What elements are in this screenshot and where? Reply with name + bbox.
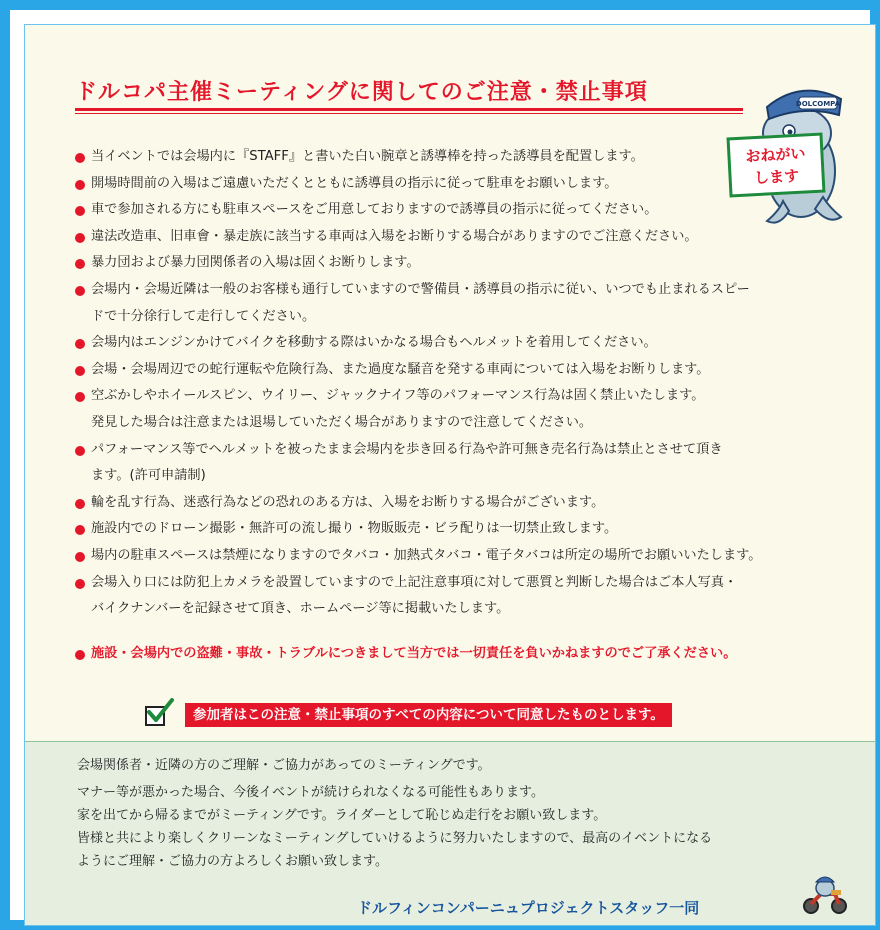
rule-text: 施設内でのドローン撮影・無許可の流し撮り・物販販売・ビラ配りは一切禁止致します。 [91, 521, 618, 537]
rule-text: 場内の駐車スペースは禁煙になりますのでタバコ・加熱式タバコ・電子タバコは所定の場所でお願いいたします。 [91, 547, 762, 563]
signature: ドルフィンコンパーニュプロジェクトスタッフ一同 [357, 899, 700, 917]
rule-text: 輪を乱す行為、迷惑行為などの恐れのある方は、入場をお断りする場合がございます。 [91, 494, 605, 510]
rule-item [75, 197, 865, 224]
rule-text: 暴力団および暴力団関係者の入場は固くお断りします。 [91, 255, 420, 271]
footer-note: 会場関係者・近隣の方のご理解・ご協力があってのミーティングです。 [77, 758, 491, 773]
rule-item [75, 516, 865, 543]
rule-text: 違法改造車、旧車會・暴走族に該当する車両は入場をお断りする場合がありますのでご注意ください。 [91, 228, 698, 244]
footer-note: マナー等が悪かった場合、今後イベントが続けられなくなる可能性もあります。 [77, 785, 544, 800]
bullet-icon [75, 259, 85, 269]
footer-notes [25, 741, 876, 926]
title-underline-thin [75, 113, 743, 114]
liability-text: 施設・会場内での盗難・事故・トラブルにつきまして当方では一切責任を負いかねますのでご了承ください。 [91, 645, 737, 661]
mascot-cap-text: DOLCOMPA [795, 100, 841, 108]
bullet-icon [75, 153, 85, 163]
title-underline [75, 108, 743, 111]
rules-list [75, 144, 865, 667]
bullet-icon [75, 579, 85, 589]
rule-text: パフォーマンス等でヘルメットを被ったまま会場内を歩き回る行為や許可無き売名行為は禁止とさせて頂き ます。(許可申請制) [91, 441, 723, 484]
bullet-icon [75, 206, 85, 216]
mascot-sign-line1: おねがい [745, 144, 806, 166]
bullet-icon [75, 650, 85, 660]
rule-item [75, 224, 865, 251]
bullet-icon [75, 446, 85, 456]
rule-item [75, 490, 865, 517]
rule-text: 会場内はエンジンかけてバイクを移動する際はいかなる場合もヘルメットを着用してください。 [91, 335, 657, 351]
rule-item [75, 543, 865, 570]
rider-mascot-icon [801, 870, 849, 914]
bullet-icon [75, 233, 85, 243]
page-title: ドルコパ主催ミーティングに関してのご注意・禁止事項 [75, 80, 648, 105]
frame-inner [10, 10, 870, 920]
rule-item [75, 144, 865, 171]
bullet-icon [75, 499, 85, 509]
footer-note: 家を出てから帰るまでがミーティングです。ライダーとして恥じぬ走行をお願い致します。 [77, 808, 607, 823]
bullet-icon [75, 339, 85, 349]
rule-item [75, 171, 865, 198]
rule-item [75, 437, 865, 490]
rule-item [75, 570, 865, 623]
footer-note: 皆様と共により楽しくクリーンなミーティングしていけるように努力いたしますので、最高のイベントになる [77, 831, 713, 846]
rule-item [75, 250, 865, 277]
list-spacer [75, 623, 865, 641]
rule-item [75, 357, 865, 384]
rule-item [75, 383, 865, 436]
checkmark-icon [145, 696, 175, 726]
bullet-icon [75, 286, 85, 296]
bullet-icon [75, 525, 85, 535]
rule-item [75, 330, 865, 357]
bullet-icon [75, 180, 85, 190]
rule-text: 会場内・会場近隣は一般のお客様も通行していますので警備員・誘導員の指示に従い、いつでも止まれるスピー ドで十分徐行して走行してください。 [91, 281, 750, 324]
agreement-label: 参加者はこの注意・禁止事項のすべての内容について同意したものとします。 [185, 703, 672, 727]
rule-text: 会場入り口には防犯上カメラを設置していますので上記注意事項に対して悪質と判断した場合はご本人写真・ バイクナンバーを記録させて頂き、ホームページ等に掲載いたします。 [91, 574, 738, 617]
rule-text: 会場・会場周辺での蛇行運転や危険行為、また過度な騒音を発する車両については入場をお断りします。 [91, 361, 710, 377]
rule-text: 空ぶかしやホイールスピン、ウイリー、ジャックナイフ等のパフォーマンス行為は固く禁止いたします。 発見した場合は注意または退場していただく場合がありますので注意してください。 [91, 388, 705, 430]
rule-text: 車で参加される方にも駐車スペースをご用意しておりますので誘導員の指示に従ってください。 [91, 202, 658, 218]
rule-text: 開場時間前の入場はご遠慮いただくとともに誘導員の指示に従って駐車をお願いします。 [91, 175, 618, 191]
notice-card [24, 24, 876, 926]
bullet-icon [75, 552, 85, 562]
bullet-icon [75, 366, 85, 376]
bullet-icon [75, 392, 85, 402]
agreement-checkbox[interactable] [145, 706, 165, 726]
liability-notice [75, 641, 865, 668]
footer-note: ようにご理解・ご協力の方よろしくお願い致します。 [77, 854, 388, 869]
rule-text: 当イベントでは会場内に『STAFF』と書いた白い腕章と誘導棒を持った誘導員を配置します。 [91, 149, 644, 164]
mascot-sign-line2: します [753, 166, 800, 188]
rule-item [75, 277, 865, 330]
